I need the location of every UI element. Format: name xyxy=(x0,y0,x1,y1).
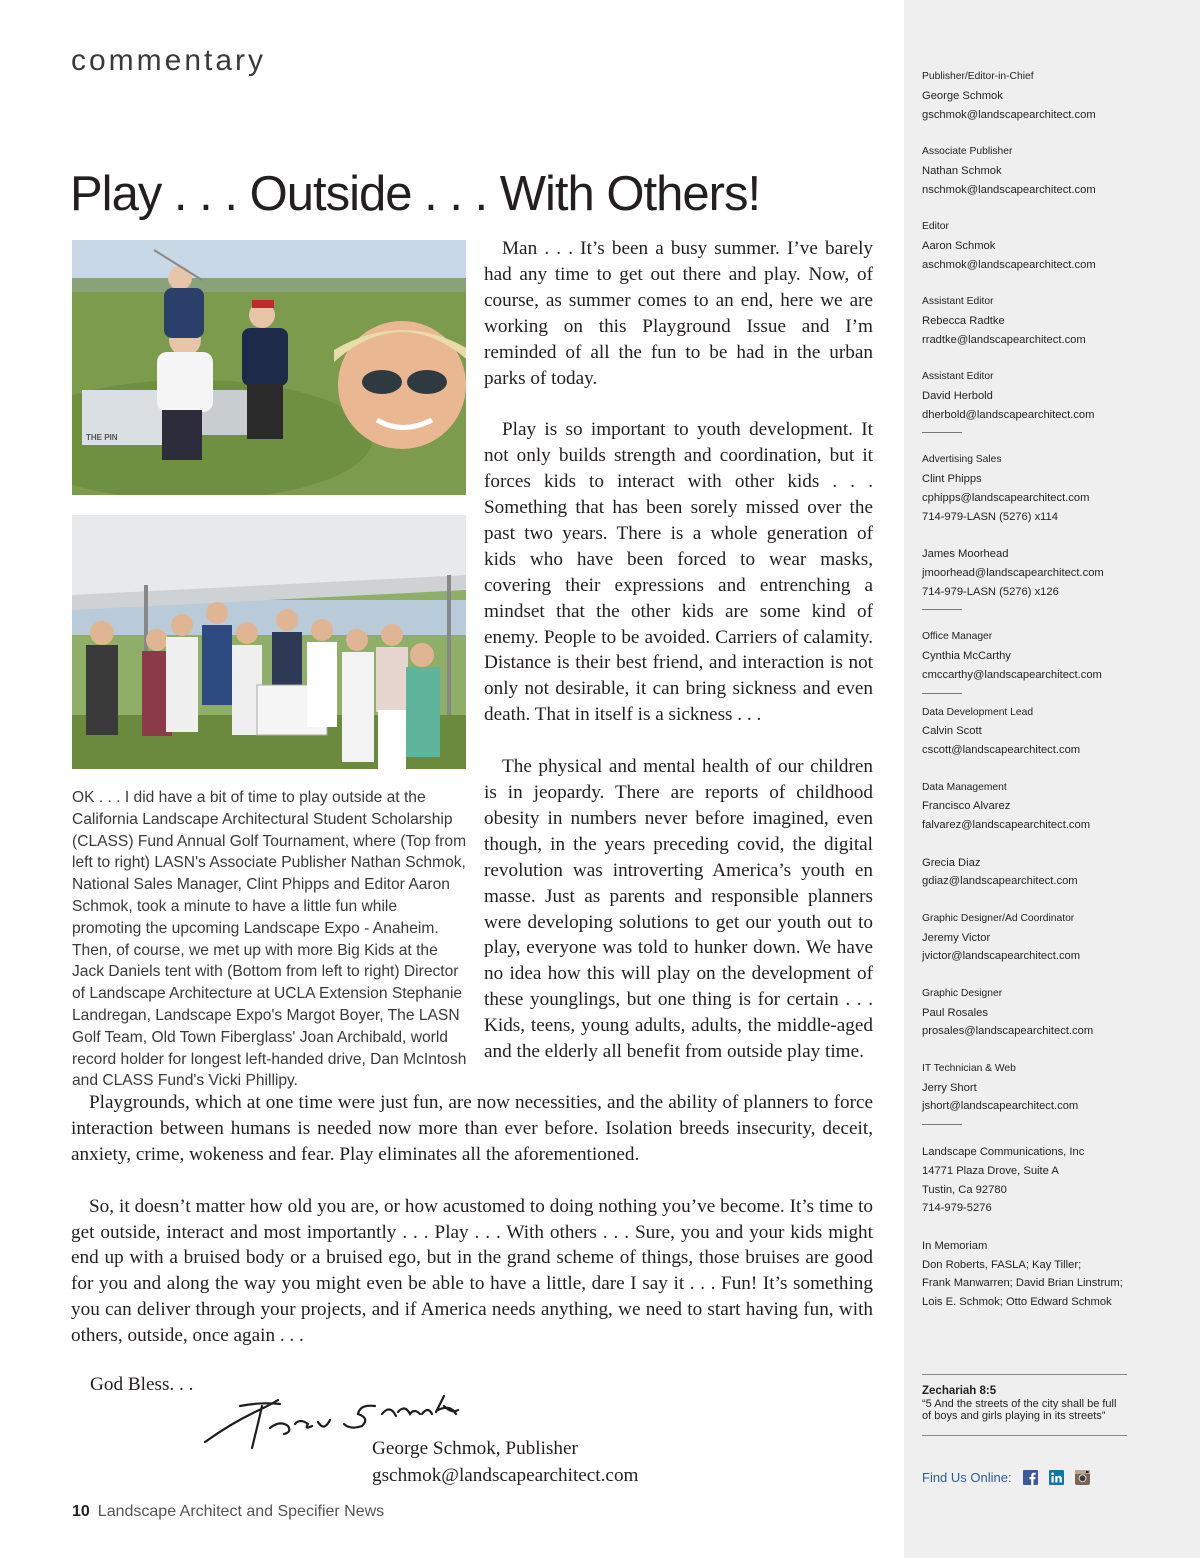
full-paragraph: Playgrounds, which at one time were just fun, are now necessities, and the ability of planners to force interaction between humans is needed now more than ever before. Isolation breeds insecurity, deceit, anxiety, crime, wokeness and fear. Play eliminates all the aforementioned. xyxy=(71,1092,873,1165)
staff-name: Francisco Alvarez xyxy=(922,800,1011,813)
closing-line: God Bless. . . xyxy=(90,1374,194,1395)
staff-title: Publisher/Editor-in-Chief xyxy=(922,71,1034,82)
staff-entry xyxy=(922,704,1127,760)
memoriam-heading: In Memoriam xyxy=(922,1239,988,1252)
masthead-divider xyxy=(922,432,962,433)
masthead-divider xyxy=(922,609,962,610)
staff-entry xyxy=(922,218,1127,274)
memoriam xyxy=(922,1237,1127,1312)
publication-name: Landscape Architect and Specifier News xyxy=(97,1503,385,1520)
verse-text: “5 And the streets of the city shall be full of boys and girls playing in its streets” xyxy=(922,1397,1117,1422)
signature-name: George Schmok, Publisher xyxy=(372,1438,578,1459)
tent-group-photo xyxy=(72,515,466,769)
staff-entry xyxy=(922,854,1127,892)
staff-name: Jerry Short xyxy=(922,1081,977,1094)
staff-title: Assistant Editor xyxy=(922,296,994,307)
staff-title: Assistant Editor xyxy=(922,371,994,382)
staff-name: Jeremy Victor xyxy=(922,931,991,944)
staff-name: James Moorhead xyxy=(922,548,1009,560)
staff-title: Graphic Designer/Ad Coordinator xyxy=(922,912,1075,924)
masthead xyxy=(922,68,1127,1312)
photo-caption: OK . . . I did have a bit of time to play outside at the California Landscape Architectural Student Scholarship (CLASS) Fund Annual Golf Tournament, where (Top from left to right) LASN's Associate Publisher Nathan Schmok, National Sales Manager, Clint Phipps and Editor Aaron Schmok, took a minute to have a little fun while promoting the upcoming Landscape Expo - Anaheim. Then, of course, we met up with more Big Kids at the Jack Daniels tent with (Bottom from left to right) Director of Landscape Architecture at UCLA Extension Stephanie Landregan, Landscape Expo's Margot Boyer, The LASN Golf Team, Old Town Fiberglass' Joan Archibald, world record holder for longest left-handed drive, Dan McIntosh and CLASS Fund's Vicki Phillipy. xyxy=(72,789,467,1090)
staff-entry xyxy=(922,628,1127,684)
find-us-online xyxy=(922,1470,1090,1485)
staff-email: falvarez@landscapearchitect.com xyxy=(922,819,1091,831)
page-number: 10 xyxy=(72,1503,90,1520)
linkedin-icon[interactable] xyxy=(1049,1470,1064,1485)
staff-entry xyxy=(922,293,1127,349)
golf-course-photo xyxy=(72,240,466,495)
signature-block xyxy=(372,1435,638,1489)
find-us-label: Find Us Online: xyxy=(922,1470,1012,1485)
staff-title: Office Manager xyxy=(922,631,993,643)
staff-title: IT Technician & Web xyxy=(922,1062,1016,1074)
staff-entry xyxy=(922,779,1127,835)
masthead-divider xyxy=(922,1124,962,1125)
staff-email: aschmok@landscapearchitect.com xyxy=(922,258,1096,271)
staff-phone: 714-979-LASN (5276) x126 xyxy=(922,585,1059,598)
article-title: Play . . . Outside . . . With Others! xyxy=(70,167,761,221)
staff-entry xyxy=(922,68,1127,124)
staff-email: jvictor@landscapearchitect.com xyxy=(922,950,1081,963)
memoriam-line: Frank Manwarren; David Brian Linstrum; xyxy=(922,1277,1123,1290)
company-street: 14771 Plaza Drove, Suite A xyxy=(922,1164,1059,1177)
staff-name: Paul Rosales xyxy=(922,1006,988,1019)
staff-title: Associate Publisher xyxy=(922,146,1013,157)
full-paragraph: So, it doesn’t matter how old you are, or how acustomed to doing nothing you’ve become. It’s time to get outside, interact and most importantly . . . Play . . . With others . . . Sure, you and your kids might end up with a bruised body or a bruised ego, but in the grand scheme of things, those bruises are good for you and along the way you might even be able to have a little, dare I say it . . . Fun! It’s something you can deliver through your projects, and if America needs anything, we need to start having fun, with others, outside, once again . . . xyxy=(71,1195,873,1347)
staff-email: cphipps@landscapearchitect.com xyxy=(922,491,1090,504)
staff-email: dherbold@landscapearchitect.com xyxy=(922,408,1095,421)
staff-name: Clint Phipps xyxy=(922,473,982,485)
staff-entry xyxy=(922,143,1127,199)
staff-name: Aaron Schmok xyxy=(922,239,996,252)
staff-name: Nathan Schmok xyxy=(922,164,1002,177)
company-address xyxy=(922,1143,1127,1218)
staff-email: cmccarthy@landscapearchitect.com xyxy=(922,668,1102,681)
memoriam-line: Lois E. Schmok; Otto Edward Schmok xyxy=(922,1296,1112,1308)
staff-email: gdiaz@landscapearchitect.com xyxy=(922,875,1078,888)
staff-email: cscott@landscapearchitect.com xyxy=(922,744,1081,756)
staff-entry xyxy=(922,451,1127,526)
column-paragraph: Man . . . It’s been a busy summer. I’ve barely had any time to get out there and play. Now, of course, as summer comes to an end, here we are working on this Playground Issue and I’m reminded of all the fun to be had in the urban parks of today. xyxy=(484,238,873,389)
staff-email: nschmok@landscapearchitect.com xyxy=(922,183,1096,196)
instagram-icon[interactable] xyxy=(1075,1470,1090,1485)
company-city: Tustin, Ca 92780 xyxy=(922,1183,1007,1196)
staff-email: jmoorhead@landscapearchitect.com xyxy=(922,566,1104,579)
staff-entry xyxy=(922,545,1127,601)
verse-reference: Zechariah 8:5 xyxy=(922,1385,997,1397)
page-footer xyxy=(72,1503,384,1521)
staff-email: prosales@landscapearchitect.com xyxy=(922,1025,1094,1038)
bible-verse xyxy=(922,1374,1127,1436)
staff-title: Graphic Designer xyxy=(922,987,1003,999)
staff-email: jshort@landscapearchitect.com xyxy=(922,1100,1079,1113)
staff-name: Grecia Diaz xyxy=(922,856,981,869)
staff-entry xyxy=(922,1060,1127,1116)
staff-phone: 714-979-LASN (5276) x114 xyxy=(922,510,1058,523)
article-full-width xyxy=(71,1090,873,1375)
staff-title: Editor xyxy=(922,221,949,232)
staff-title: Advertising Sales xyxy=(922,454,1002,466)
column-paragraph: Play is so important to youth development. It not only builds strength and coordination, but it forces kids to interact with other kids . . . Something that has been sorely missed over the past two years. There is a whole generation of kids who have been forced to wear masks, covering their expressions and entrenching a mindset that the other kids are some kind of enemy. People to be avoided. Carriers of calamity. Distance is their best friend, and interaction is not only not desirable, it can bring sickness and even death. That in itself is a sickness . . . xyxy=(484,419,873,726)
staff-name: George Schmok xyxy=(922,89,1003,102)
staff-entry xyxy=(922,985,1127,1041)
staff-email: rradtke@landscapearchitect.com xyxy=(922,333,1086,346)
staff-entry xyxy=(922,368,1127,424)
masthead-divider xyxy=(922,693,962,694)
staff-entry xyxy=(922,910,1127,966)
company-name: Landscape Communications, Inc xyxy=(922,1146,1085,1158)
memoriam-line: Don Roberts, FASLA; Kay Tiller; xyxy=(922,1258,1082,1271)
staff-name: Calvin Scott xyxy=(922,725,982,738)
column-paragraph: The physical and mental health of our children is in jeopardy. There are reports of childhood obesity in numbers never before imagined, even though, in the years preceding covid, the digital revolution was introverting America’s youth en masse. Just as parents and responsible planners were developing solutions to get our youth out to play, everyone was told to hunker down. We have no idea how this will play on the development of these younglings, but one thing is for certain . . . Kids, teens, young adults, adults, the middle-aged and the elderly all benefit from outside play time. xyxy=(484,756,873,1063)
staff-title: Data Management xyxy=(922,781,1007,793)
article-column xyxy=(484,236,873,1091)
staff-title: Data Development Lead xyxy=(922,706,1034,718)
staff-name: David Herbold xyxy=(922,389,993,402)
company-phone: 714-979-5276 xyxy=(922,1202,992,1215)
staff-name: Cynthia McCarthy xyxy=(922,650,1011,662)
section-label: commentary xyxy=(71,44,267,77)
staff-email: gschmok@landscapearchitect.com xyxy=(922,108,1096,121)
signature-email: gschmok@landscapearchitect.com xyxy=(372,1465,639,1486)
staff-name: Rebecca Radtke xyxy=(922,314,1005,327)
facebook-icon[interactable] xyxy=(1023,1470,1038,1485)
photo-sign: THE PIN xyxy=(86,433,118,442)
